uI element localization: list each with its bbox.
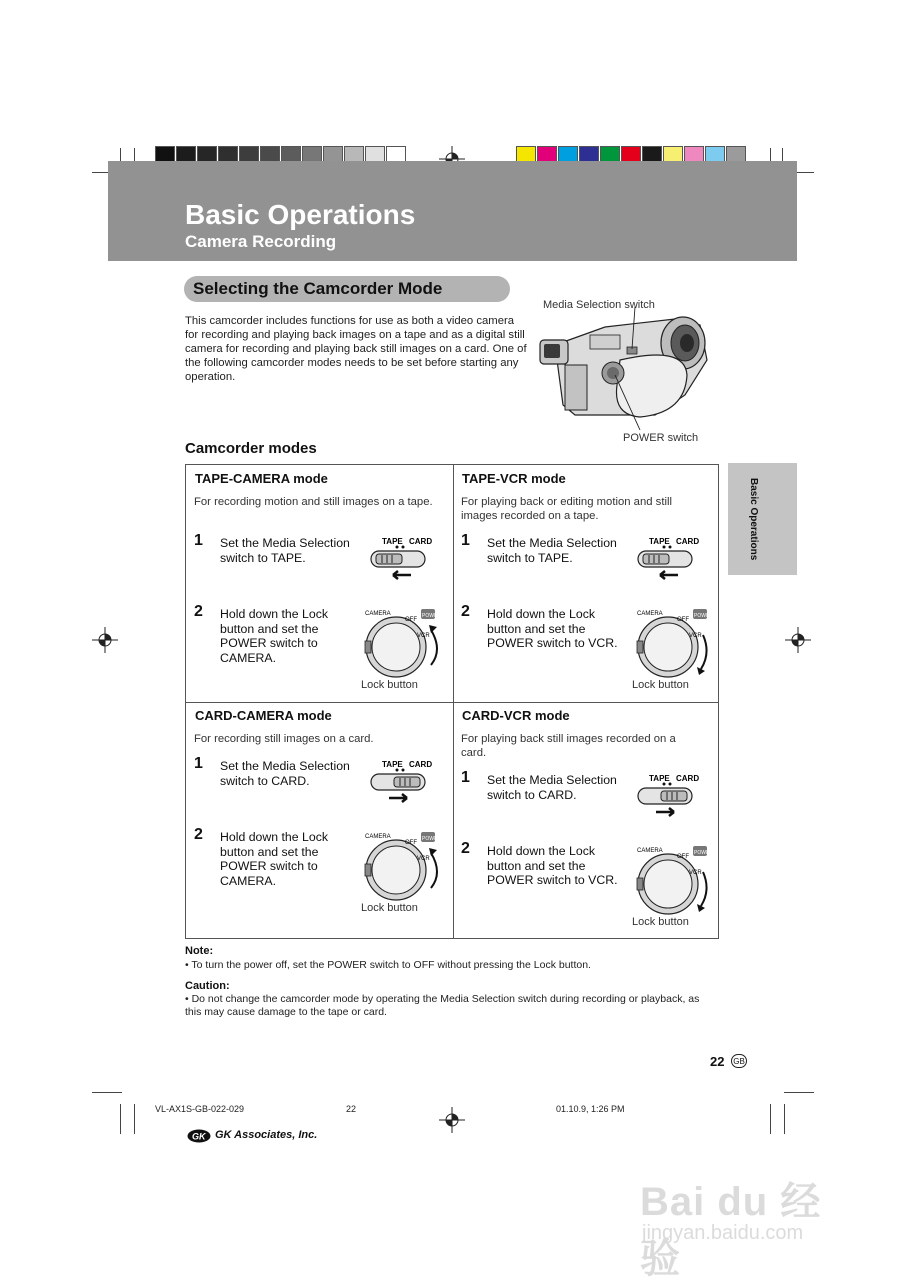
note-text: • To turn the power off, set the POWER switch to OFF without pressing the Lock button.	[185, 959, 591, 971]
baidu-watermark	[640, 1170, 850, 1281]
svg-text:VCR: VCR	[417, 856, 430, 862]
lock-button-label: Lock button	[361, 679, 418, 691]
gk-logo-icon	[187, 1129, 211, 1143]
svg-text:VCR: VCR	[689, 870, 702, 876]
camcorder-illustration	[535, 305, 720, 435]
page-subtitle: Camera Recording	[185, 232, 337, 251]
camcorder-modes-heading: Camcorder modes	[185, 440, 317, 457]
mode-cell-card-vcr	[453, 702, 720, 939]
step-text: Hold down the Lock button and set the POWER switch to CAMERA.	[220, 830, 329, 888]
mode-title: TAPE-CAMERA mode	[195, 471, 328, 486]
svg-text:OFF: OFF	[677, 617, 689, 623]
step-number: 2	[194, 826, 203, 843]
svg-text:TAPE: TAPE	[382, 537, 403, 546]
page-number: 22	[710, 1054, 725, 1069]
step-number: 1	[461, 769, 470, 786]
mode-cell-tape-vcr	[453, 465, 720, 702]
svg-text:CARD: CARD	[409, 760, 433, 769]
mode-cell-tape-camera	[186, 465, 453, 702]
mode-title: CARD-VCR mode	[462, 708, 570, 723]
media-switch-card-icon	[369, 758, 433, 806]
svg-text:CARD: CARD	[676, 537, 700, 546]
side-tab-label: Basic Operations	[748, 478, 759, 561]
svg-text:POWER: POWER	[422, 836, 441, 842]
section-title: Selecting the Camcorder Mode	[193, 279, 443, 298]
svg-text:OFF: OFF	[677, 854, 689, 860]
caution-title: Caution:	[185, 980, 230, 992]
crop-mark	[784, 1104, 785, 1134]
step-text: Set the Media Selection switch to CARD.	[220, 759, 350, 788]
svg-text:OFF: OFF	[405, 840, 417, 846]
svg-text:CARD: CARD	[409, 537, 433, 546]
mode-description: For playing back still images recorded on a card.	[461, 733, 676, 759]
svg-text:TAPE: TAPE	[649, 537, 670, 546]
lock-button-label: Lock button	[361, 902, 418, 914]
registration-mark-icon	[785, 627, 811, 653]
footer-page: 22	[346, 1104, 357, 1114]
svg-text:TAPE: TAPE	[649, 774, 670, 783]
power-dial-camera-icon	[361, 828, 446, 908]
power-switch-label: POWER switch	[623, 432, 699, 444]
caution-text: • Do not change the camcorder mode by operating the Media Selection switch during recording or playback, as this may cause damage to the tape or card.	[185, 993, 700, 1018]
media-switch-tape-icon	[636, 535, 700, 583]
power-dial-vcr-icon	[633, 842, 718, 922]
step-text: Set the Media Selection switch to TAPE.	[220, 536, 350, 565]
mode-description: For recording still images on a card.	[194, 733, 374, 745]
svg-text:CAMERA: CAMERA	[637, 611, 663, 617]
media-switch-card-icon	[636, 772, 700, 820]
svg-text:VCR: VCR	[417, 633, 430, 639]
svg-text:CAMERA: CAMERA	[365, 611, 391, 617]
registration-mark-icon	[439, 1107, 465, 1133]
crop-mark	[92, 1092, 122, 1093]
svg-text:CAMERA: CAMERA	[365, 834, 391, 840]
svg-text:TAPE: TAPE	[382, 760, 403, 769]
mode-description: For playing back or editing motion and still images recorded on a tape.	[461, 496, 672, 522]
step-text: Set the Media Selection switch to CARD.	[487, 773, 617, 802]
footer-date: 01.10.9, 1:26 PM	[556, 1104, 625, 1114]
svg-text:OFF: OFF	[405, 617, 417, 623]
crop-mark	[784, 1092, 814, 1093]
step-number: 1	[194, 532, 203, 549]
mode-title: TAPE-VCR mode	[462, 471, 566, 486]
svg-text:CAMERA: CAMERA	[637, 848, 663, 854]
power-dial-camera-icon	[361, 605, 446, 685]
media-switch-tape-icon	[369, 535, 433, 583]
step-text: Hold down the Lock button and set the POWER switch to VCR.	[487, 607, 618, 650]
step-number: 2	[461, 603, 470, 620]
crop-mark	[120, 1104, 121, 1134]
svg-text:POWER: POWER	[422, 613, 441, 619]
step-number: 1	[194, 755, 203, 772]
side-tab	[728, 463, 797, 575]
mode-cell-card-camera	[186, 702, 453, 939]
svg-text:CARD: CARD	[676, 774, 700, 783]
intro-paragraph: This camcorder includes functions for use as both a video camera for recording and playing back images on a tape and as a digital still camera for recording and playing back still images on a card. One of the following camcorder modes needs to be set before starting any operation.	[185, 315, 527, 383]
step-number: 2	[194, 603, 203, 620]
camcorder-modes-table	[185, 464, 719, 939]
mode-description: For recording motion and still images on a tape.	[194, 496, 433, 508]
svg-text:POWER: POWER	[694, 613, 713, 619]
lock-button-label: Lock button	[632, 916, 689, 928]
media-selection-switch-label: Media Selection switch	[543, 299, 655, 311]
svg-text:GK: GK	[192, 1131, 206, 1142]
crop-mark	[134, 1104, 135, 1134]
power-dial-vcr-icon	[633, 605, 718, 685]
step-text: Set the Media Selection switch to TAPE.	[487, 536, 617, 565]
lock-button-label: Lock button	[632, 679, 689, 691]
crop-mark	[770, 1104, 771, 1134]
step-text: Hold down the Lock button and set the POWER switch to VCR.	[487, 844, 618, 887]
note-title: Note:	[185, 945, 214, 957]
region-badge: GB	[731, 1054, 747, 1068]
registration-mark-icon	[92, 627, 118, 653]
svg-text:VCR: VCR	[689, 633, 702, 639]
step-number: 1	[461, 532, 470, 549]
company-name: GK Associates, Inc.	[215, 1129, 318, 1141]
step-text: Hold down the Lock button and set the POWER switch to CAMERA.	[220, 607, 329, 665]
mode-title: CARD-CAMERA mode	[195, 708, 332, 723]
svg-text:POWER: POWER	[694, 850, 713, 856]
watermark-url: jingyan.baidu.com	[642, 1222, 804, 1244]
watermark-brand: Bai du 经验	[640, 1180, 822, 1281]
step-number: 2	[461, 840, 470, 857]
footer-file-name: VL-AX1S-GB-022-029	[155, 1104, 245, 1114]
page-title: Basic Operations	[185, 199, 416, 230]
